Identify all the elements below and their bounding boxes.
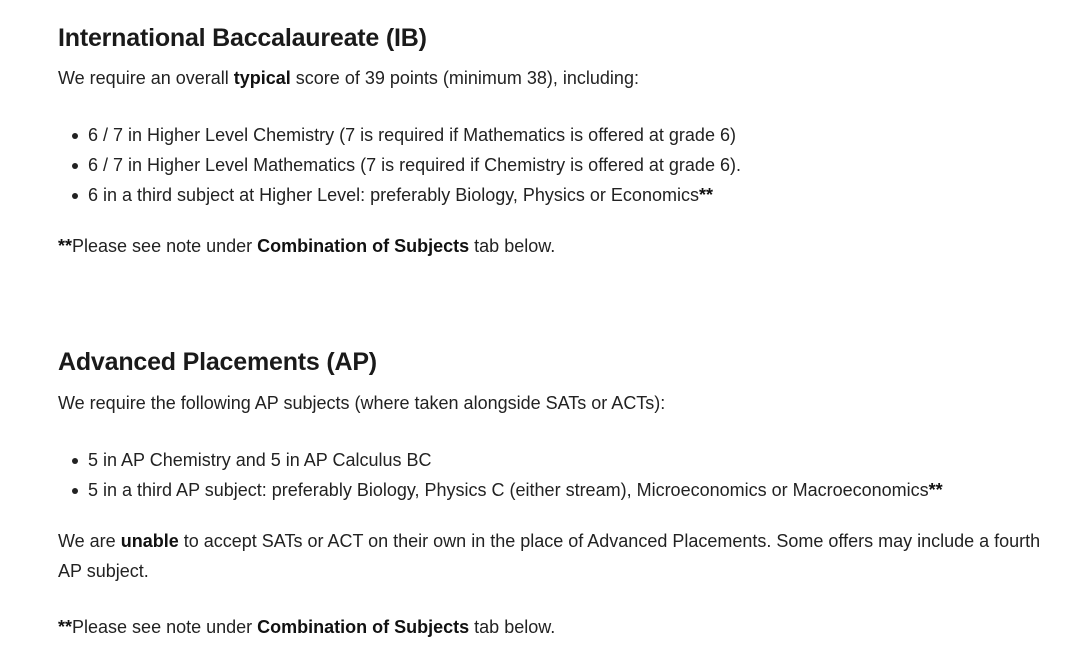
ib-footnote-bold: Combination of Subjects <box>257 236 470 256</box>
ib-list-item-text: 6 / 7 in Higher Level Chemistry (7 is required if Mathematics is offered at grade 6) <box>88 125 736 145</box>
ap-list-item-text: 5 in AP Chemistry and 5 in AP Calculus BC <box>88 450 432 470</box>
ap-heading: Advanced Placements (AP) <box>58 348 377 376</box>
ib-heading: International Baccalaureate (IB) <box>58 24 427 52</box>
ib-list-item-footnote-marker: ** <box>698 185 713 205</box>
ap-unable-bold: unable <box>120 531 179 551</box>
ib-intro <box>58 63 639 93</box>
ap-list-item <box>88 475 943 505</box>
ap-footnote-bold: Combination of Subjects <box>257 617 470 637</box>
ib-list-item-text: 6 / 7 in Higher Level Mathematics (7 is required if Chemistry is offered at grade 6). <box>88 155 741 175</box>
ib-requirements-list <box>58 120 741 210</box>
ib-intro-pre: We require an overall <box>58 68 234 88</box>
ap-footnote-post: tab below. <box>469 617 556 637</box>
ib-intro-post: score of 39 points (minimum 38), including: <box>290 68 639 88</box>
ib-footnote-post: tab below. <box>469 236 556 256</box>
ap-footnote <box>58 612 555 642</box>
ap-footnote-pre: Please see note under <box>72 617 258 637</box>
ib-list-item <box>88 120 741 150</box>
ib-intro-bold: typical <box>233 68 291 88</box>
ap-unable-paragraph <box>58 526 1048 586</box>
ap-intro: We require the following AP subjects (where taken alongside SATs or ACTs): <box>58 393 666 413</box>
ap-unable-post: to accept SATs or ACT on their own in the place of Advanced Placements. Some offers may include a fourth AP subject. <box>58 531 1041 581</box>
ib-list-item-text: 6 in a third subject at Higher Level: preferably Biology, Physics or Economics <box>88 185 699 205</box>
ib-footnote-pre: Please see note under <box>72 236 258 256</box>
ap-requirements-list <box>58 445 943 505</box>
ap-unable-pre: We are <box>58 531 121 551</box>
ib-list-item <box>88 180 741 210</box>
ib-footnote-stars: ** <box>58 236 73 256</box>
ap-list-item-footnote-marker: ** <box>928 480 943 500</box>
ib-footnote <box>58 231 555 261</box>
ap-list-item-text: 5 in a third AP subject: preferably Biology, Physics C (either stream), Microeconomics or Macroeconomics <box>88 480 929 500</box>
ap-footnote-stars: ** <box>58 617 73 637</box>
ib-list-item <box>88 150 741 180</box>
ap-list-item <box>88 445 943 475</box>
